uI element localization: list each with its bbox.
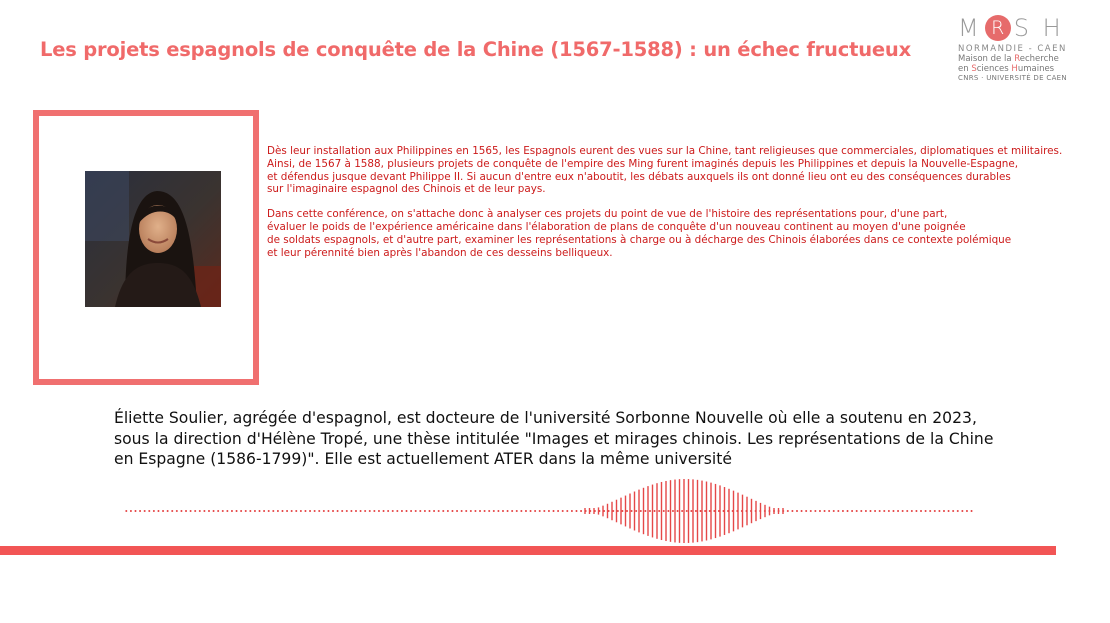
speaker-bio: Éliette Soulier, agrégée d'espagnol, est docteure de l'université Sorbonne Nouvelle où elle a soutenu en 2023, sous la direction d'Hélène Tropé, une thèse intitulée "Images et mirages chinois. Les représentations de la Chine en Espagne (1586-1799)". Elle est actuellement ATER dans la même université — [114, 409, 994, 468]
logo-cnrs: CNRS · UNIVERSITÉ DE CAEN — [958, 74, 1067, 82]
abstract — [267, 145, 1097, 271]
abstract-paragraph-2: Dans cette conférence, on s'attache donc à analyser ces projets du point de vue de l'histoire des représentations pour, d'une part, évaluer le poids de l'expérience américaine dans l'élaboration de plans de conquête d'un nouveau continent au moyen d'une poignée de soldats espagnols, et d'autre part, examiner les représentations à charge ou à décharge des Chinois élaborées dans ce contexte polémique et leur pérennité bien après l'abandon de ces desseins belliqueux. — [267, 208, 1012, 259]
mrsh-logo — [958, 14, 1078, 82]
logo-line-1: Maison de la Recherche — [958, 54, 1059, 64]
speaker-photo — [85, 171, 221, 307]
logo-letter-r: R — [985, 15, 1011, 41]
logo-line-2: en Sciences Humaines — [958, 64, 1055, 74]
logo-letter-m: M — [958, 14, 982, 42]
progress-bar — [0, 546, 1056, 555]
audio-waveform — [0, 470, 1110, 550]
page-title: Les projets espagnols de conquête de la Chine (1567-1588) : un échec fructueux — [40, 38, 911, 61]
logo-letters-sh: S H — [1013, 14, 1064, 42]
logo-subtitle: NORMANDIE - CAEN — [958, 44, 1067, 54]
abstract-paragraph-1: Dès leur installation aux Philippines en 1565, les Espagnols eurent des vues sur la Chine, tant religieuses que commerciales, diplomatiques et militaires. Ainsi, de 1567 à 1588, plusieurs projets de conquête de l'empire des Ming furent imaginés depuis les Philippines et depuis la Nouvelle-Espagne, et défendus jusque devant Philippe II. Si aucun d'entre eux n'aboutit, les débats auxquels ils ont donné lieu ont eu des conséquences durables sur l'imaginaire espagnol des Chinois et de leur pays. — [267, 145, 1063, 196]
